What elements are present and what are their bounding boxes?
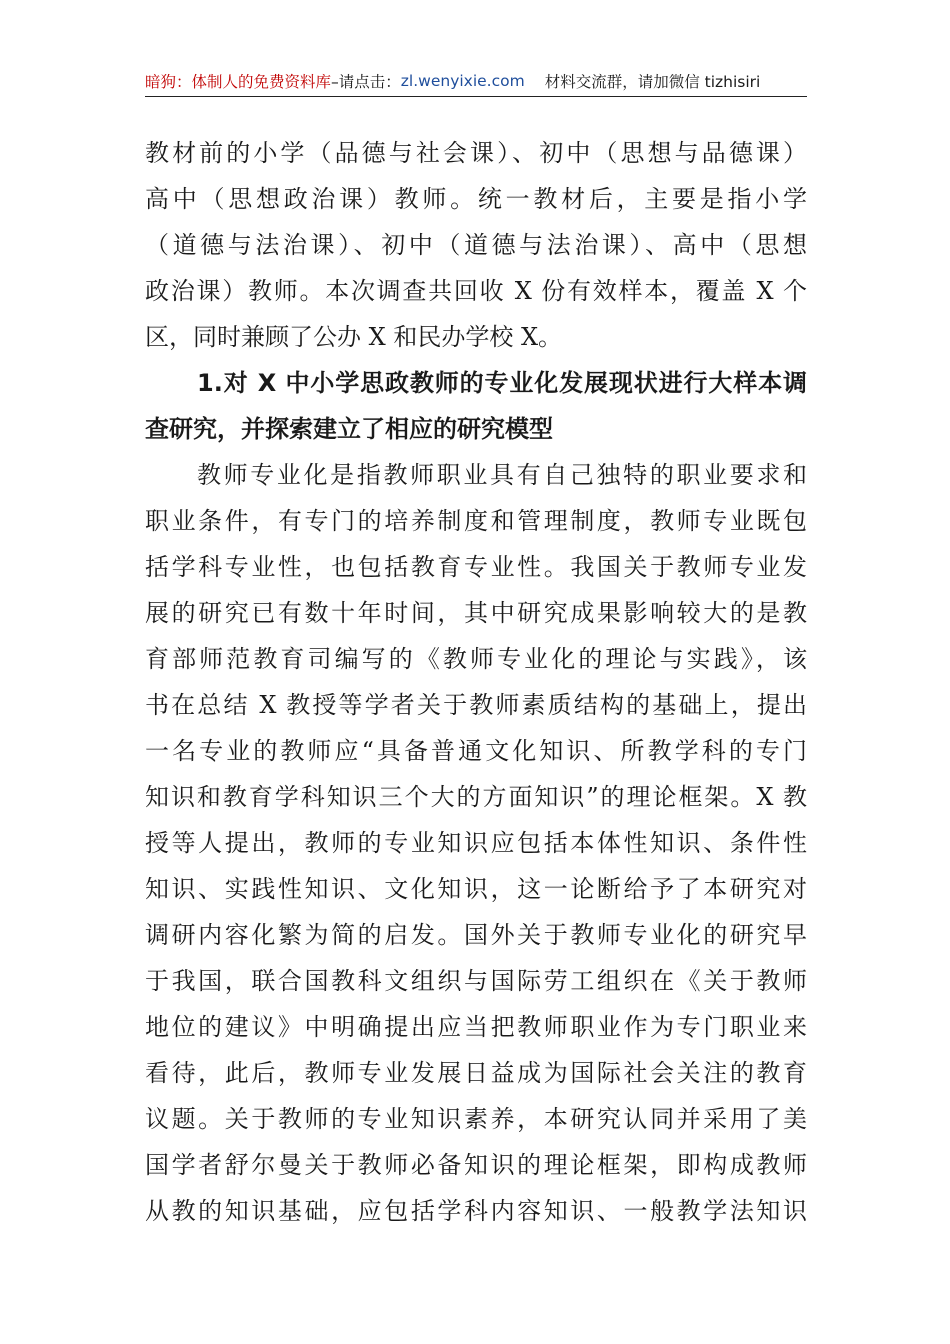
text-line: 展的研究已有数十年时间，其中研究成果影响较大的是教 (145, 599, 807, 627)
paragraph-2 (145, 452, 807, 1234)
text-line: 育部师范教育司编写的《教师专业化的理论与实践》，该 (145, 645, 807, 673)
header-click-prompt: –请点击： (331, 73, 401, 91)
text-line: 调研内容化繁为简的启发。国外关于教师专业化的研究早 (145, 921, 807, 949)
text-line: 政治课）教师。本次调查共回收 X 份有效样本，覆盖 X 个 (145, 277, 807, 305)
text-line: 一名专业的教师应“具备普通文化知识、所教学科的专门 (145, 737, 807, 765)
text-line: 知识和教育学科知识三个大的方面知识”的理论框架。X 教 (145, 783, 807, 811)
text-line: 于我国，联合国教科文组织与国际劳工组织在《关于教师 (145, 967, 807, 995)
text-line: 书在总结 X 教授等学者关于教师素质结构的基础上，提出 (145, 691, 807, 719)
text-line: 授等人提出，教师的专业知识应包括本体性知识、条件性 (145, 829, 807, 857)
header-promo-text: 暗狗：体制人的免费资料库 (145, 73, 332, 91)
header-wechat-text: 材料交流群，请加微信 tizhisiri (544, 73, 761, 91)
heading-line: 查研究，并探索建立了相应的研究模型 (145, 415, 553, 443)
text-line: 职业条件，有专门的培养制度和管理制度，教师专业既包 (145, 507, 807, 535)
text-line: 议题。关于教师的专业知识素养，本研究认同并采用了美 (145, 1105, 807, 1133)
text-line: 看待，此后，教师专业发展日益成为国际社会关注的教育 (145, 1059, 807, 1087)
text-line: 括学科专业性，也包括教育专业性。我国关于教师专业发 (145, 553, 807, 581)
header-divider (145, 96, 807, 97)
text-line: 教材前的小学（品德与社会课）、初中（思想与品德课） (145, 139, 807, 167)
document-body (145, 130, 807, 1234)
paragraph-1 (145, 130, 807, 360)
page-header (145, 66, 805, 96)
header-site-link[interactable]: zl.wenyixie.com (400, 72, 525, 90)
heading-line: 1.对 X 中小学思政教师的专业化发展现状进行大样本调 (197, 369, 807, 397)
text-line: 高中（思想政治课）教师。统一教材后，主要是指小学 (145, 185, 807, 213)
text-line: 教师专业化是指教师职业具有自己独特的职业要求和 (197, 461, 807, 489)
text-line: 知识、实践性知识、文化知识，这一论断给予了本研究对 (145, 875, 807, 903)
text-line: 地位的建议》中明确提出应当把教师职业作为专门职业来 (145, 1013, 807, 1041)
text-line: 区，同时兼顾了公办 X 和民办学校 X。 (145, 323, 563, 351)
text-line: 国学者舒尔曼关于教师必备知识的理论框架，即构成教师 (145, 1151, 807, 1179)
section-heading (145, 360, 807, 452)
text-line: （道德与法治课）、初中（道德与法治课）、高中（思想 (145, 231, 807, 259)
text-line: 从教的知识基础，应包括学科内容知识、一般教学法知识 (145, 1197, 807, 1225)
